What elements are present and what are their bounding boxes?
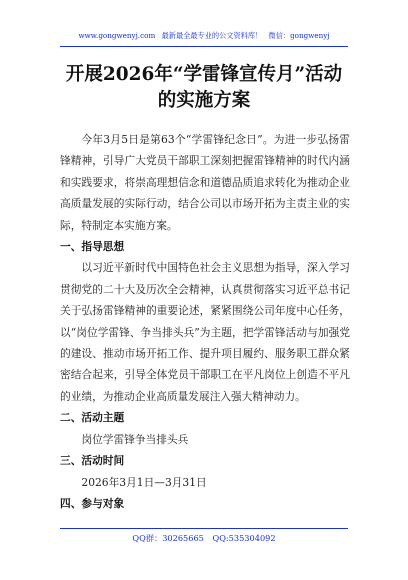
header-slogan: 最新最全最专业的公文资料库！	[161, 31, 263, 40]
header-wechat: 微信：gongwenyj	[268, 31, 330, 40]
header-divider	[60, 46, 348, 47]
section-text-guiding-thought: 以习近平新时代中国特色社会主义思想为指导，深入学习贯彻党的二十大及历次全会精神，认真贯彻落实习近平总书记关于弘扬雷锋精神的重要论述，紧紧围绕公司年度中心任务，以“岗位学雷锋、争当排头兵”为主题，把学雷锋活动与加强党的建设、推动市场开拓工作、提升项目履约、服务职工群众紧密结合起来，引导全体党员干部职工在平凡岗位上创造不平凡的业绩，为推动企业高质量发展注入强大精神动力。	[60, 261, 350, 403]
page-header	[60, 30, 348, 50]
header-site-link[interactable]: www.gongwenyj.com	[78, 31, 156, 40]
section-heading-time: 三、活动时间	[60, 454, 125, 468]
footer-qq: QQ:535304092	[212, 533, 276, 543]
document-body	[60, 129, 350, 514]
section-heading-participants: 四、参与对象	[60, 496, 125, 510]
section-text-time: 2026年3月1日—3月31日	[81, 475, 207, 489]
section-heading-theme: 二、活动主题	[60, 411, 125, 425]
section-text-theme: 岗位学雷锋争当排头兵	[81, 432, 189, 446]
footer-qq-group: QQ群：30265665	[132, 533, 204, 543]
footer-divider	[60, 528, 348, 529]
document-title: 开展2026年“学雷锋宣传月”活动的实施方案	[65, 64, 343, 111]
page-footer	[60, 531, 348, 545]
intro-paragraph: 今年3月5日是第63个“学雷锋纪念日”。为进一步弘扬雷锋精神，引导广大党员干部职工深刻把握雷锋精神的时代内涵和实践要求，将崇高理想信念和道德品质追求转化为推动企业高质量发展的实际行动，结合公司以市场开拓为主责主业的实际，特制定本实施方案。	[60, 133, 350, 232]
section-heading-guiding-thought: 一、指导思想	[60, 240, 125, 254]
